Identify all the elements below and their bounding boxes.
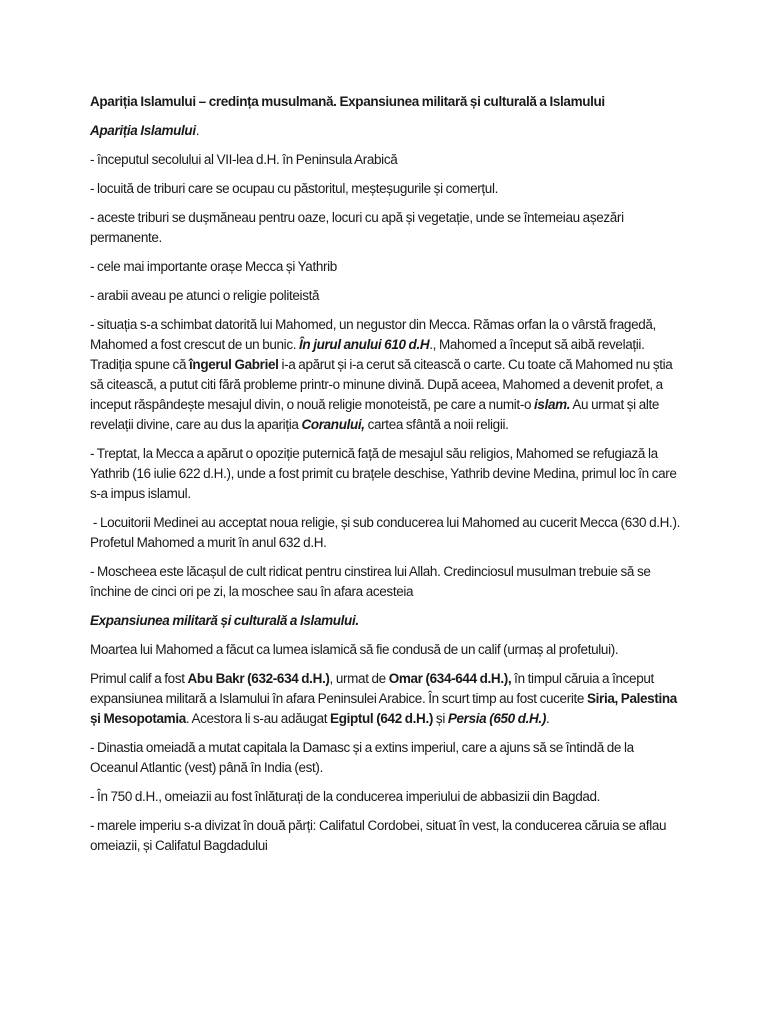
paragraph-hegira: - Treptat, la Mecca a apărut o opoziție puternică față de mesajul său religios, Mahomed se refugiază la Yathrib (16 iulie 622 d.H.), unde a fost primit cu brațele deschise, Yathrib devine Medina, primul loc în care s-a impus islamul.	[90, 446, 677, 501]
caliph-text-1: Primul calif a fost	[90, 671, 188, 686]
bullet-4: - cele mai importante orașe Mecca și Yathrib	[90, 259, 337, 274]
mahomed-text-4: Au urmat și alte revelații divine, care au dus la apariția	[90, 397, 660, 432]
section1-heading	[90, 121, 682, 141]
omar-emphasis: Omar (634-644 d.H.),	[388, 671, 512, 686]
mahomed-text-1: - situația s-a schimbat datorită lui Mahomed, un negustor din Mecca. Rămas orfan la o vârstă fragedă, Mahomed a fost crescut de un bunic.	[90, 317, 656, 352]
abu-bakr-emphasis: Abu Bakr (632-634 d.H.)	[187, 671, 330, 686]
paragraph-medina: - Locuitorii Medinei au acceptat noua religie, și sub conducerea lui Mahomed au cucerit Mecca (630 d.H.). Profetul Mahomed a murit în anul 632 d.H.	[90, 515, 683, 550]
islam-emphasis: islam.	[534, 397, 571, 412]
caliph-text-2: , urmat de	[329, 671, 389, 686]
bullet-3: - aceste triburi se dușmăneau pentru oaze, locuri cu apă și vegetație, unde se întemeiau așezări permanente.	[90, 210, 624, 245]
mahomed-paragraph	[90, 315, 682, 435]
mahomed-text-5: cartea sfântă a noii religii.	[364, 417, 509, 432]
gabriel-emphasis: îngerul Gabriel	[189, 357, 279, 372]
bullet-2: - locuită de triburi care se ocupau cu păstoritul, meșteșugurile și comerțul.	[90, 181, 499, 196]
document-page	[90, 92, 682, 865]
coran-emphasis: Coranului,	[301, 417, 365, 432]
egipt-emphasis: Egiptul (642 d.H.)	[330, 711, 434, 726]
section1-heading-suffix: .	[195, 123, 200, 138]
persia-emphasis: Persia (650 d.H.)	[447, 711, 546, 726]
caliph-text-3: în timpul căruia a început expansiunea militară a Islamului în afara Peninsulei Arabice. În scurt timp au fost cucerite	[90, 671, 654, 706]
section2-intro: Moartea lui Mahomed a făcut ca lumea islamică să fie condusă de un calif (urmaș al profetului).	[90, 642, 619, 657]
paragraph-divizare: - marele imperiu s-a divizat în două părți: Califatul Cordobei, situat în vest, la conducerea căruia se aflau omeiazii, și Califatul Bagdadului	[90, 818, 667, 853]
caliph-text-5: și	[433, 711, 448, 726]
section1-heading-text: Apariția Islamului	[90, 123, 196, 138]
caliph-text-6: .	[545, 711, 550, 726]
caliph-text-4: . Acestora li s-au adăugat	[185, 711, 331, 726]
conquered-regions-emphasis: Siria, Palestina și Mesopotamia	[90, 691, 677, 726]
bullet-1: - începutul secolului al VII-lea d.H. în Peninsula Arabică	[90, 152, 398, 167]
mahomed-date-emphasis: În jurul anului 610 d.H	[299, 337, 430, 352]
paragraph-moschee: - Moscheea este lăcașul de cult ridicat pentru cinstirea lui Allah. Credinciosul musulman trebuie să se închine de cinci ori pe zi, la moschee sau în afara acesteia	[90, 564, 651, 599]
mahomed-text-3: i-a apărut și i-a cerut să citească o carte. Cu toate că Mahomed nu știa să citească, a putut citi fără probleme printr-o minune divină. După aceea, Mahomed a devenit profet, a inceput răspândește mesajul divin, o nouă religie monoteistă, pe care a numit-o	[90, 357, 673, 412]
caliph-paragraph	[90, 669, 682, 729]
paragraph-omeiazi: - Dinastia omeiadă a mutat capitala la Damasc și a extins imperiul, care a ajuns să se întindă de la Oceanul Atlantic (vest) până în India (est).	[90, 740, 634, 775]
mahomed-text-2: ., Mahomed a început să aibă revelații. Tradiția spune că	[90, 337, 645, 372]
bullet-5: - arabii aveau pe atunci o religie politeistă	[90, 288, 320, 303]
paragraph-abbasizi: - În 750 d.H., omeiazii au fost înlăturați de la conducerea imperiului de abbasizii din Bagdad.	[90, 789, 601, 804]
document-title: Apariția Islamului – credința musulmană. Expansiunea militară și culturală a Islamului	[90, 94, 605, 109]
section2-heading: Expansiunea militară și culturală a Islamului.	[90, 613, 359, 628]
